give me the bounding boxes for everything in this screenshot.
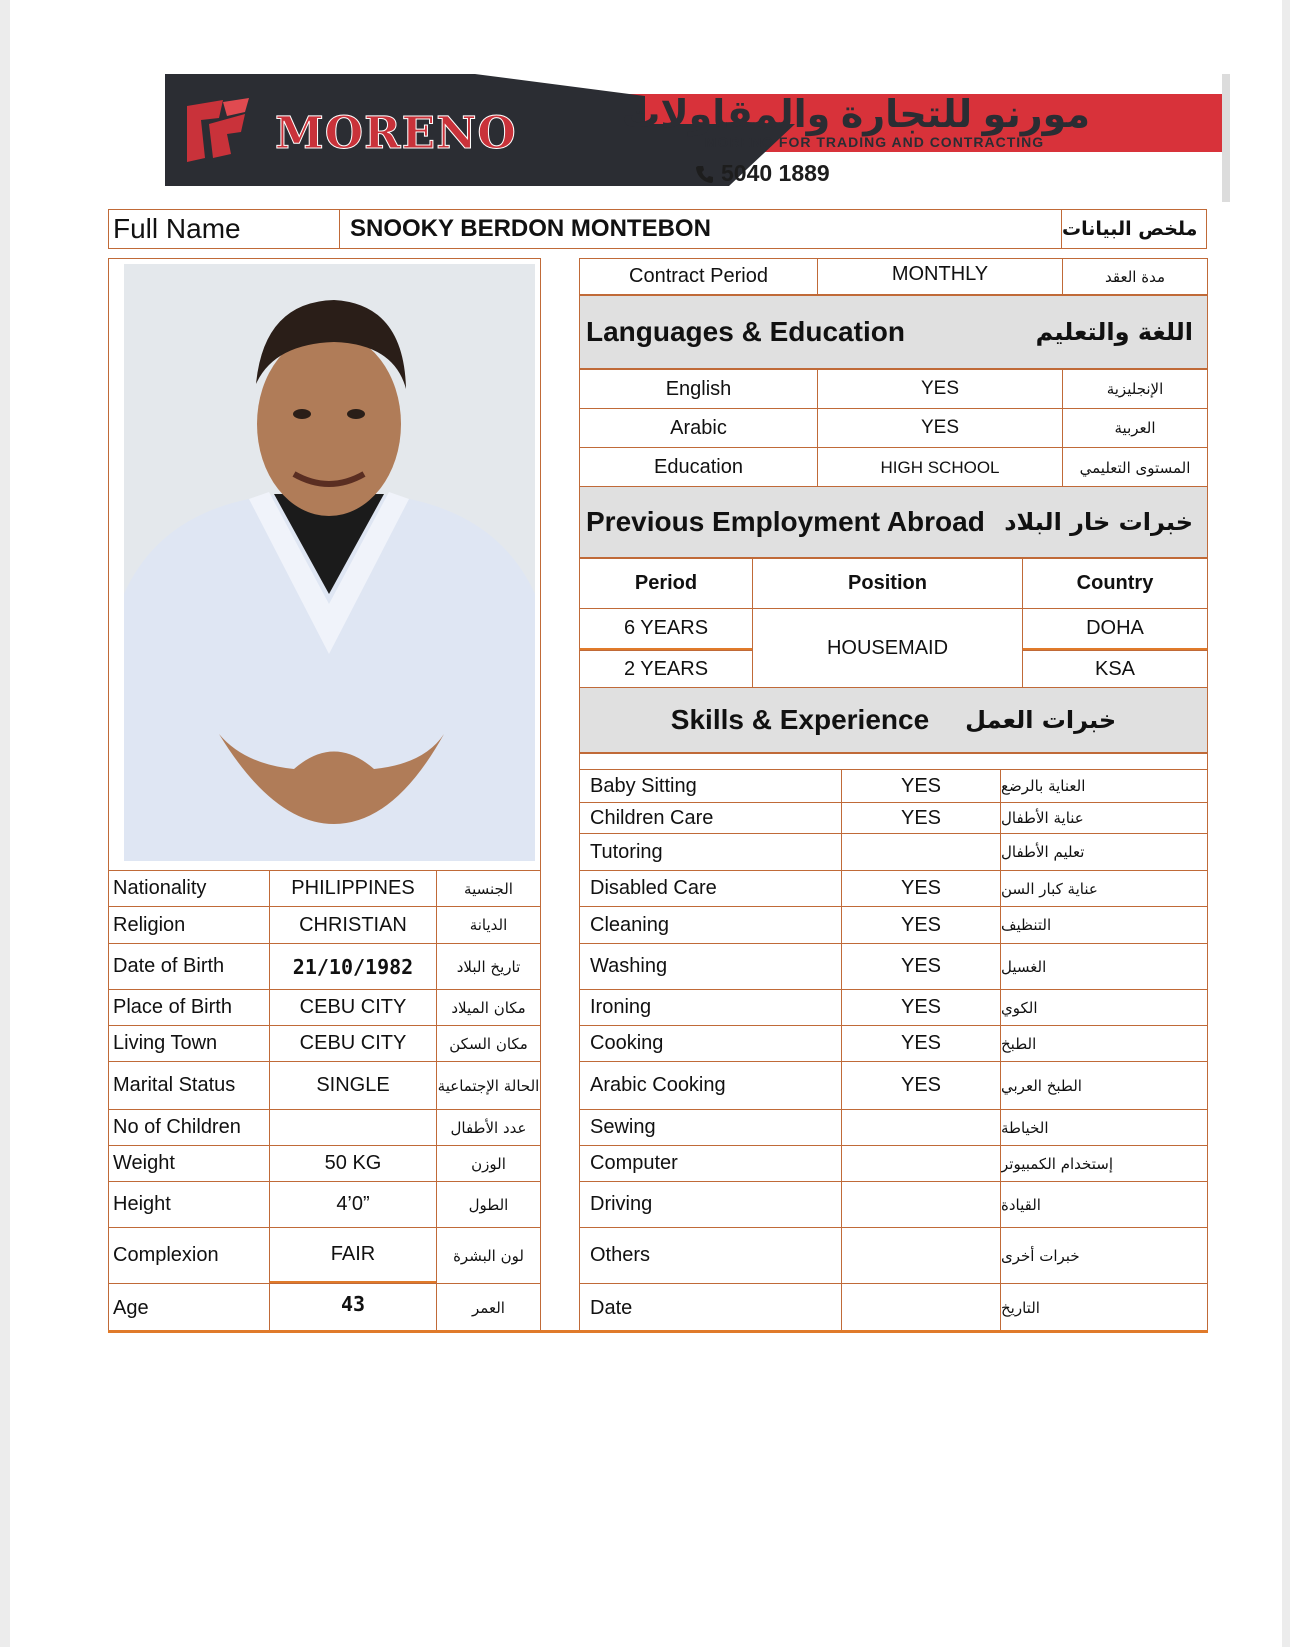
personal-value: 4’0” [269, 1181, 437, 1228]
language-value: YES [817, 408, 1063, 448]
personal-value: 43 [269, 1283, 437, 1333]
personal-arabic-label: العمر [436, 1283, 541, 1333]
personal-arabic-label: الحالة الإجتماعية [436, 1061, 541, 1110]
skill-arabic-label: الكوي [1000, 989, 1208, 1026]
skill-label: Children Care [579, 802, 842, 834]
skill-arabic-label: الغسيل [1000, 943, 1208, 990]
contract-period-arabic: مدة العقد [1062, 258, 1208, 295]
personal-value: 21/10/1982 [269, 943, 437, 990]
skill-arabic-label: إستخدام الكمبيوتر [1000, 1145, 1208, 1182]
personal-label: Complexion [108, 1227, 270, 1284]
personal-arabic-label: الديانة [436, 906, 541, 944]
language-label: Education [579, 447, 818, 488]
personal-value [269, 1109, 437, 1146]
language-arabic-label: الإنجليزية [1062, 369, 1208, 409]
skill-arabic-label: التنظيف [1000, 906, 1208, 944]
skill-value [841, 1109, 1001, 1146]
skill-label: Driving [579, 1181, 842, 1228]
skill-arabic-label: الخياطة [1000, 1109, 1208, 1146]
skill-label: Ironing [579, 989, 842, 1026]
skill-label: Others [579, 1227, 842, 1284]
skills-arabic-title: خبرات العمل [965, 706, 1117, 734]
logo-text: MORENO [275, 108, 517, 159]
skill-value: YES [841, 870, 1001, 907]
personal-arabic-label: الوزن [436, 1145, 541, 1182]
summary-arabic-label: ملخص البيانات [1061, 209, 1207, 249]
skill-label: Computer [579, 1145, 842, 1182]
skills-spacer [579, 753, 1208, 769]
skill-label: Tutoring [579, 833, 842, 871]
employment-header [579, 486, 1208, 558]
personal-arabic-label: مكان السكن [436, 1025, 541, 1062]
language-arabic-label: العربية [1062, 408, 1208, 448]
personal-value: PHILIPPINES [269, 870, 437, 907]
skills-title: Skills & Experience [670, 704, 930, 735]
personal-label: Living Town [108, 1025, 270, 1062]
employment-position: HOUSEMAID [752, 608, 1023, 688]
languages-arabic-title: اللغة والتعليم [1035, 318, 1193, 346]
skill-label: Washing [579, 943, 842, 990]
full-name-value: SNOOKY BERDON MONTEBON [339, 209, 1062, 249]
personal-label: Nationality [108, 870, 270, 907]
employment-period-2: 2 YEARS [579, 650, 753, 688]
personal-arabic-label: تاريخ البلاد [436, 943, 541, 990]
language-label: Arabic [579, 408, 818, 448]
skill-label: Cleaning [579, 906, 842, 944]
skill-value: YES [841, 1025, 1001, 1062]
skill-arabic-label: التاريخ [1000, 1283, 1208, 1333]
skill-arabic-label: عناية الأطفال [1000, 802, 1208, 834]
personal-label: Age [108, 1283, 270, 1333]
skill-value [841, 1145, 1001, 1182]
contract-period-label: Contract Period [579, 258, 818, 295]
skill-value: YES [841, 769, 1001, 803]
company-english-title: MORENO FOR TRADING AND CONTRACTING [705, 134, 1045, 150]
employment-country-2: KSA [1022, 650, 1208, 688]
skill-arabic-label: عناية كبار السن [1000, 870, 1208, 907]
personal-arabic-label: لون البشرة [436, 1227, 541, 1284]
personal-value: CEBU CITY [269, 1025, 437, 1062]
personal-label: Height [108, 1181, 270, 1228]
skill-value: YES [841, 1061, 1001, 1110]
skill-arabic-label: خبرات أخرى [1000, 1227, 1208, 1284]
personal-value: CHRISTIAN [269, 906, 437, 944]
skill-value [841, 1283, 1001, 1333]
skill-arabic-label: الطبخ [1000, 1025, 1208, 1062]
personal-label: Religion [108, 906, 270, 944]
skill-value [841, 833, 1001, 871]
personal-value: CEBU CITY [269, 989, 437, 1026]
personal-label: No of Children [108, 1109, 270, 1146]
company-phone [695, 160, 830, 187]
candidate-photo [124, 264, 535, 861]
personal-value: SINGLE [269, 1061, 437, 1110]
skill-arabic-label: القيادة [1000, 1181, 1208, 1228]
skills-header [579, 687, 1208, 753]
skill-arabic-label: العناية بالرضع [1000, 769, 1208, 803]
skill-label: Disabled Care [579, 870, 842, 907]
skill-value: YES [841, 906, 1001, 944]
language-arabic-label: المستوى التعليمي [1062, 447, 1208, 488]
candidate-portrait-icon [124, 264, 535, 861]
employment-period-1: 6 YEARS [579, 608, 753, 651]
language-value: HIGH SCHOOL [817, 447, 1063, 488]
header-banner [165, 74, 1230, 202]
contract-period-value: MONTHLY [817, 258, 1063, 295]
employment-position-header: Position [752, 558, 1023, 609]
skill-value: YES [841, 943, 1001, 990]
full-name-label: Full Name [108, 209, 340, 249]
employment-arabic-title: خبرات خار البلاد [1004, 508, 1193, 536]
skill-label: Baby Sitting [579, 769, 842, 803]
phone-icon [695, 164, 715, 184]
skill-arabic-label: الطبخ العربي [1000, 1061, 1208, 1110]
personal-arabic-label: عدد الأطفال [436, 1109, 541, 1146]
language-label: English [579, 369, 818, 409]
company-arabic-title: مورنو للتجارة والمقاولات [622, 94, 1090, 136]
phone-number: 5040 1889 [721, 160, 830, 186]
employment-country-header: Country [1022, 558, 1208, 609]
skill-label: Cooking [579, 1025, 842, 1062]
bottom-rule [108, 1330, 1208, 1333]
skill-value [841, 1227, 1001, 1284]
language-value: YES [817, 369, 1063, 409]
personal-label: Marital Status [108, 1061, 270, 1110]
personal-label: Date of Birth [108, 943, 270, 990]
employment-country-1: DOHA [1022, 608, 1208, 651]
skill-label: Sewing [579, 1109, 842, 1146]
cv-page [10, 0, 1282, 1647]
skill-arabic-label: تعليم الأطفال [1000, 833, 1208, 871]
skill-value: YES [841, 989, 1001, 1026]
skill-label: Arabic Cooking [579, 1061, 842, 1110]
employment-period-header: Period [579, 558, 753, 609]
personal-arabic-label: مكان الميلاد [436, 989, 541, 1026]
moreno-logo-icon [183, 96, 253, 166]
personal-label: Weight [108, 1145, 270, 1182]
skill-value: YES [841, 802, 1001, 834]
personal-arabic-label: الجنسية [436, 870, 541, 907]
personal-label: Place of Birth [108, 989, 270, 1026]
skill-value [841, 1181, 1001, 1228]
skill-label: Date [579, 1283, 842, 1333]
personal-value: FAIR [269, 1227, 437, 1284]
personal-arabic-label: الطول [436, 1181, 541, 1228]
banner-edge [1222, 74, 1230, 202]
languages-header [579, 295, 1208, 369]
personal-value: 50 KG [269, 1145, 437, 1182]
employment-title: Previous Employment Abroad [586, 506, 985, 537]
languages-title: Languages & Education [586, 316, 905, 347]
